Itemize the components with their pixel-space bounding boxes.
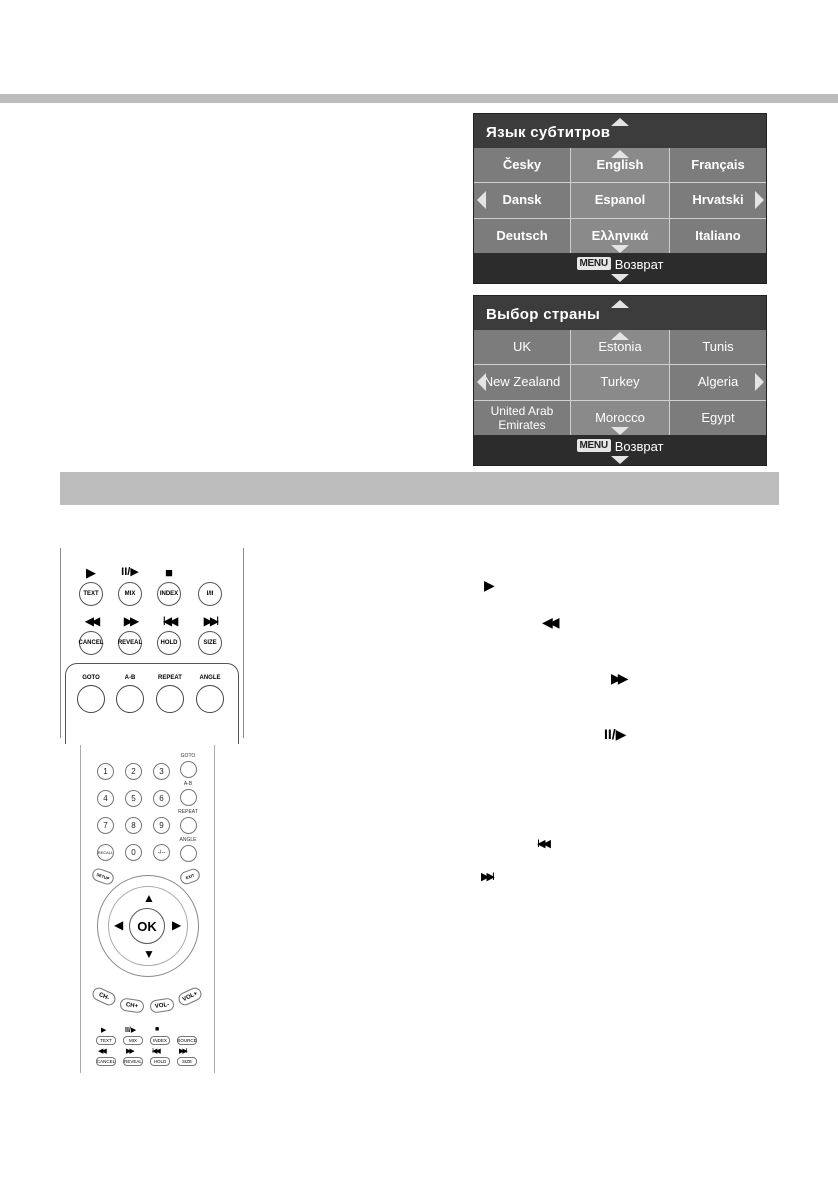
country-selection-menu: [473, 295, 767, 466]
arrow-left-icon: [477, 191, 486, 209]
angle-button[interactable]: [180, 845, 197, 862]
digit-7-button[interactable]: 7: [97, 817, 114, 834]
ab-button[interactable]: [116, 685, 144, 713]
header-divider-bar: [0, 94, 838, 103]
size-button[interactable]: SIZE: [198, 631, 222, 655]
text-button[interactable]: TEXT: [96, 1036, 116, 1045]
digit-0-button[interactable]: 0: [125, 844, 142, 861]
arrow-right-icon: [755, 373, 764, 391]
option-cell[interactable]: Egypt: [670, 401, 766, 435]
menu-key-badge: MENU: [577, 257, 611, 270]
channel-down-button[interactable]: CH-: [90, 986, 117, 1008]
repeat-button[interactable]: [180, 817, 197, 834]
previous-icon: I◀◀: [162, 614, 176, 628]
option-cell[interactable]: New Zealand: [474, 365, 570, 399]
rewind-icon: ◀◀: [98, 1048, 105, 1055]
index-button[interactable]: INDEX: [157, 582, 181, 606]
pause-play-icon: II/▶: [121, 566, 139, 578]
scroll-up-icon: [611, 300, 629, 308]
left-arrow-button[interactable]: ◀: [114, 918, 124, 932]
stop-icon: ■: [155, 1026, 160, 1033]
up-arrow-button[interactable]: ▲: [143, 891, 155, 905]
back-label: Возврат: [614, 439, 664, 454]
option-cell[interactable]: Français: [670, 148, 766, 182]
option-cell[interactable]: Česky: [474, 148, 570, 182]
rewind-icon: ◀◀: [84, 614, 98, 628]
next-icon: ▶▶I: [481, 871, 492, 883]
recall-button[interactable]: RECALL: [97, 844, 114, 861]
pause-play-icon: II/▶: [604, 726, 627, 742]
digit-3-button[interactable]: 3: [153, 763, 170, 780]
play-icon: ▶: [101, 1027, 107, 1034]
fast-forward-icon: ▶▶: [126, 1048, 133, 1055]
pause-play-icon: II/▶: [125, 1027, 137, 1034]
reveal-button[interactable]: REVEAL: [124, 1059, 142, 1064]
cancel-button[interactable]: CANCEL: [79, 631, 103, 655]
digit-toggle-button[interactable]: -/--: [153, 844, 170, 861]
digit-9-button[interactable]: 9: [153, 817, 170, 834]
digit-8-button[interactable]: 8: [125, 817, 142, 834]
next-icon: ▶▶I: [203, 614, 217, 628]
scroll-up-icon: [611, 332, 629, 340]
reveal-button[interactable]: REVEAL: [118, 631, 142, 655]
option-cell[interactable]: Morocco: [571, 401, 669, 435]
option-cell[interactable]: United Arab Emirates: [474, 401, 570, 435]
stop-icon: ■: [165, 565, 173, 580]
mix-button[interactable]: MIX: [123, 1036, 143, 1045]
next-icon: ▶▶I: [179, 1048, 186, 1055]
option-cell[interactable]: Turkey: [571, 365, 669, 399]
repeat-label: REPEAT: [178, 809, 198, 815]
fast-forward-icon: ▶▶: [611, 670, 625, 686]
scroll-down-icon: [611, 456, 629, 464]
digit-6-button[interactable]: 6: [153, 790, 170, 807]
digit-5-button[interactable]: 5: [125, 790, 142, 807]
menu-title: Язык субтитров: [474, 114, 766, 148]
digit-1-button[interactable]: 1: [97, 763, 114, 780]
remote-full: [80, 745, 215, 1075]
menu-key-badge: MENU: [577, 439, 611, 452]
volume-down-button[interactable]: VOL-: [149, 997, 175, 1013]
repeat-label: REPEAT: [158, 675, 182, 681]
goto-button[interactable]: [77, 685, 105, 713]
mix-button[interactable]: MIX: [118, 582, 142, 606]
option-cell[interactable]: English: [571, 148, 669, 182]
channel-up-button[interactable]: CH+: [119, 997, 145, 1013]
volume-up-button[interactable]: VOL+: [176, 986, 203, 1008]
option-grid: [474, 148, 766, 253]
play-icon: ▶: [86, 565, 96, 580]
digit-4-button[interactable]: 4: [97, 790, 114, 807]
option-cell[interactable]: Hrvatski: [670, 183, 766, 217]
scroll-down-icon: [611, 274, 629, 282]
hold-button[interactable]: HOLD: [157, 631, 181, 655]
arrow-right-icon: [755, 191, 764, 209]
menu-title: Выбор страны: [474, 296, 766, 330]
ab-button[interactable]: [180, 789, 197, 806]
goto-button[interactable]: [180, 761, 197, 778]
ab-label: A-B: [124, 675, 136, 681]
scroll-down-icon: [611, 245, 629, 253]
hold-button[interactable]: HOLD: [150, 1057, 170, 1066]
fast-forward-icon: ▶▶: [123, 614, 137, 628]
option-cell[interactable]: Italiano: [670, 219, 766, 253]
down-arrow-button[interactable]: ▼: [143, 947, 155, 961]
right-arrow-button[interactable]: ▶: [172, 918, 182, 932]
repeat-button[interactable]: [156, 685, 184, 713]
previous-icon: I◀◀: [152, 1048, 159, 1055]
cancel-button[interactable]: CANCEL: [96, 1059, 116, 1064]
scroll-up-icon: [611, 118, 629, 126]
exit-button[interactable]: EXIT: [178, 867, 201, 886]
option-cell[interactable]: Algeria: [670, 365, 766, 399]
rewind-icon: ◀◀: [542, 614, 556, 630]
index-button[interactable]: INDEX: [150, 1036, 170, 1045]
angle-label: ANGLE: [199, 675, 221, 681]
play-icon: ▶: [484, 577, 495, 593]
option-cell[interactable]: Estonia: [571, 330, 669, 364]
previous-icon: I◀◀: [537, 838, 548, 850]
source-button[interactable]: SOURCE: [177, 1038, 197, 1043]
goto-label: GOTO: [180, 753, 196, 759]
digit-2-button[interactable]: 2: [125, 763, 142, 780]
option-cell[interactable]: Espanol: [571, 183, 669, 217]
option-cell[interactable]: Tunis: [670, 330, 766, 364]
ab-label: A-B: [183, 781, 193, 787]
size-button[interactable]: SIZE: [177, 1057, 197, 1066]
scroll-down-icon: [611, 427, 629, 435]
angle-label: ANGLE: [179, 837, 197, 843]
text-button[interactable]: TEXT: [79, 582, 103, 606]
goto-label: GOTO: [82, 675, 100, 681]
option-cell[interactable]: Dansk: [474, 183, 570, 217]
remote-detail: [60, 548, 244, 738]
arrow-left-icon: [477, 373, 486, 391]
ok-button[interactable]: OK: [129, 908, 165, 944]
setup-button[interactable]: SETUP: [90, 867, 115, 887]
back-label: Возврат: [614, 257, 664, 272]
section-heading-bar: [60, 472, 779, 505]
subtitle-language-menu: [473, 113, 767, 284]
scroll-up-icon: [611, 150, 629, 158]
audio-mode-button[interactable]: I/II: [198, 582, 222, 606]
option-grid: [474, 330, 766, 435]
option-cell[interactable]: Deutsch: [474, 219, 570, 253]
option-cell[interactable]: Ελληνικά: [571, 219, 669, 253]
angle-button[interactable]: [196, 685, 224, 713]
option-cell[interactable]: UK: [474, 330, 570, 364]
